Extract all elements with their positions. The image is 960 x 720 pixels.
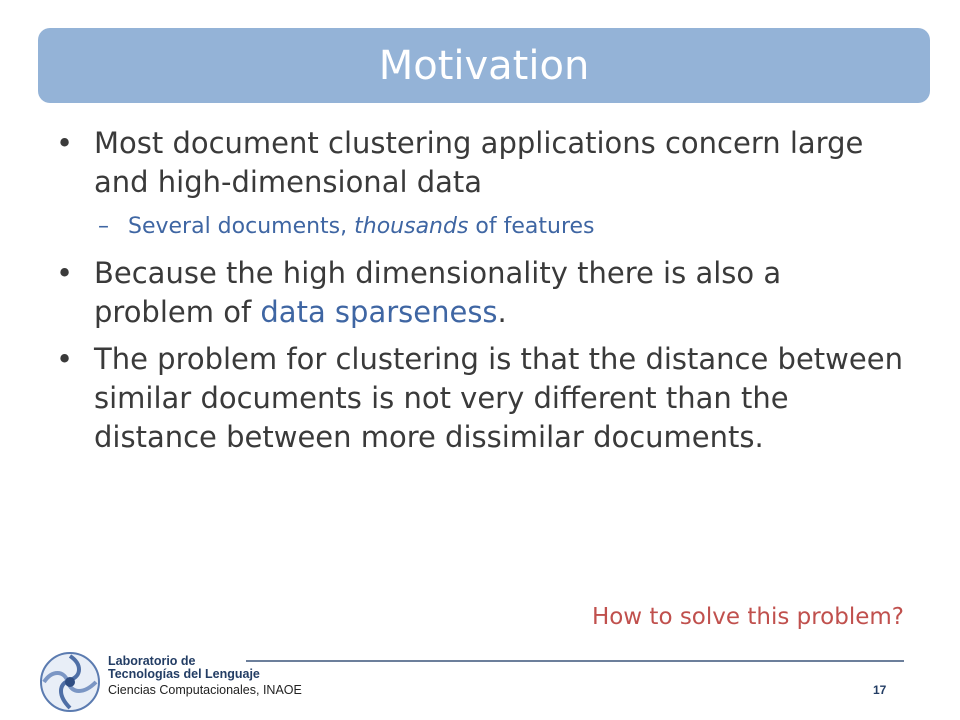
bullet-1-subitem (56, 210, 906, 244)
bullet-dot-icon: • (56, 126, 74, 160)
lab-logo-icon (38, 650, 102, 714)
bullet-1-text: Most document clustering applications concern large and high-dimensional data (94, 126, 864, 199)
title-bar (38, 28, 930, 103)
sub-emphasis: thousands (354, 214, 469, 239)
bullet-dot-icon: • (56, 342, 74, 376)
bullet-dot-icon: • (56, 256, 74, 290)
bullet-3 (56, 340, 906, 457)
slide-content (56, 124, 906, 465)
lab-line-2: Tecnologías del Lenguaje (108, 667, 260, 681)
bullet-1 (56, 124, 906, 202)
slide-title: Motivation (378, 42, 590, 89)
page-number: 17 (873, 683, 887, 697)
bullet-2-accent: data sparseness (260, 295, 498, 329)
bullet-3-text: The problem for clustering is that the distance between similar documents is not very different than the distance between more dissimilar documents. (94, 342, 903, 454)
footer-divider (246, 660, 904, 662)
bullet-2 (56, 254, 906, 332)
sub-prefix: Several documents, (128, 214, 355, 239)
institution: Ciencias Computacionales, INAOE (108, 683, 302, 697)
bullet-2-prefix: Because the high dimensionality there is also a problem of (94, 256, 782, 329)
question-text: How to solve this problem? (591, 604, 904, 630)
bullet-2-suffix: . (497, 295, 507, 329)
lab-name-block (108, 655, 302, 697)
sub-suffix: of features (468, 214, 595, 239)
lab-line-1: Laboratorio de (108, 654, 196, 668)
dash-icon: – (98, 214, 109, 239)
